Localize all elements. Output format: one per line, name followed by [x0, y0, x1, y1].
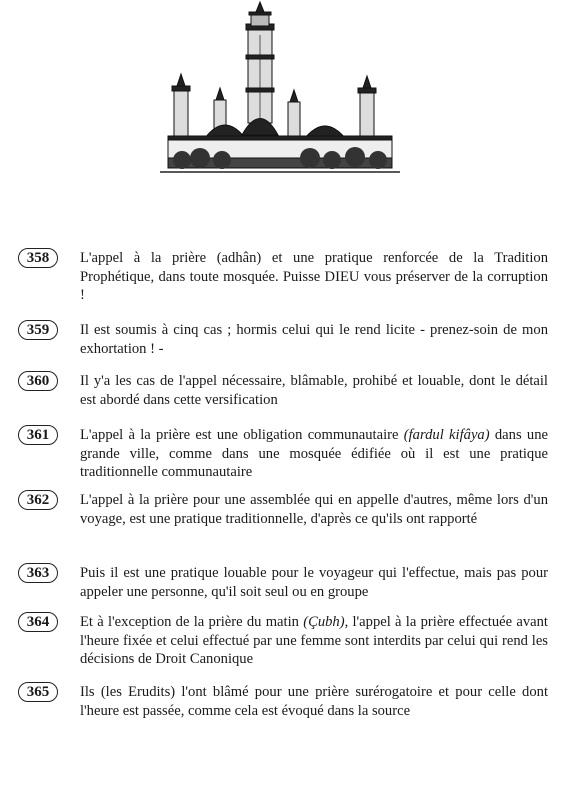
verse-number: 361 — [18, 425, 58, 445]
verse-number: 364 — [18, 612, 58, 632]
verse-text — [80, 426, 548, 482]
verse-text: L'appel à la prière pour une assemblée qui en appelle d'autres, même lors d'un voyage, est une pratique traditionnelle, d'après ce qu'ils ont rapporté — [80, 492, 548, 527]
verse-number: 360 — [18, 371, 58, 391]
verse-text-italic: (Çubh) — [303, 614, 345, 630]
verse-number: 365 — [18, 682, 58, 702]
verse-text: Il y'a les cas de l'appel nécessaire, blâmable, prohibé et louable, dont le détail est abordé dans cette versification — [80, 373, 548, 408]
verse-number: 359 — [18, 320, 58, 340]
verse-text: Puis il est une pratique louable pour le voyageur qui l'effectue, mais pas pour appeler une personne, qu'il soit seul ou en groupe — [80, 565, 548, 600]
verse-text-part: Et à l'exception de la prière du matin — [80, 614, 304, 630]
verse-text: Ils (les Erudits) l'ont blâmé pour une prière surérogatoire et pour celle dont l'heure est passée, comme cela est évoqué dans la source — [80, 684, 548, 719]
verse-number: 363 — [18, 563, 58, 583]
verse-text: L'appel à la prière (adhân) et une pratique renforcée de la Tradition Prophétique, dans toute mosquée. Puisse DIEU vous préserver de la corruption ! — [80, 250, 548, 303]
verse-number: 362 — [18, 490, 58, 510]
verse-text — [80, 613, 548, 669]
verse-text-part: L'appel à la prière est une obligation communautaire — [80, 427, 404, 443]
verse-text-italic: (fardul kifâya) — [403, 427, 490, 443]
verse-text-part: dans une grande ville, comme dans une mosquée édifiée où il est une pratique traditionnelle communautaire — [80, 427, 548, 480]
verse-number: 358 — [18, 248, 58, 268]
verse-text: Il est soumis à cinq cas ; hormis celui qui le rend licite - prenez-soin de mon exhortation ! - — [80, 322, 548, 357]
verse-text-part: , l'appel à la prière effectuée avant l'heure fixée et celui effectué par une femme sont interdits par celui qui rend les décisions de Droit Canonique — [80, 614, 548, 667]
